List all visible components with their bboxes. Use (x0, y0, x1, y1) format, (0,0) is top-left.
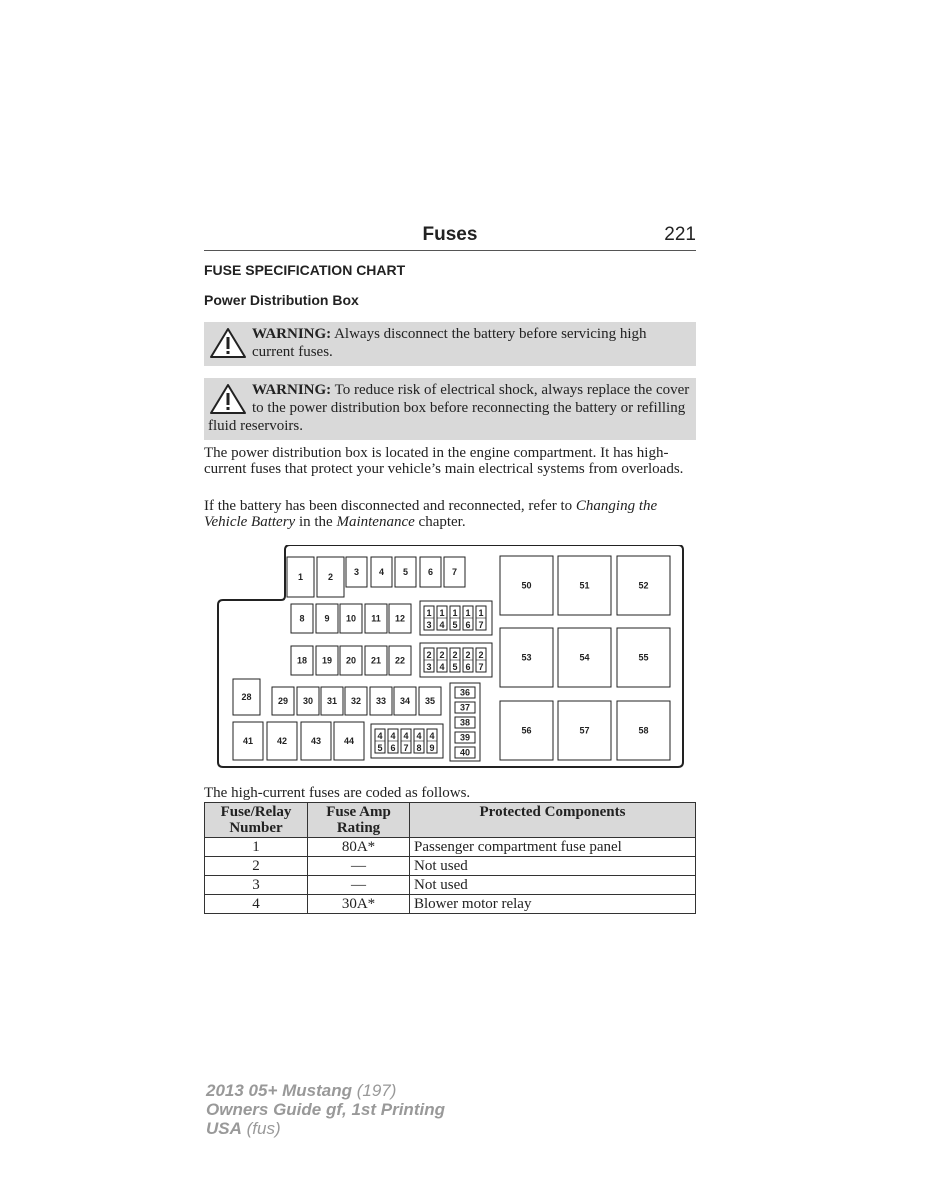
fuse-19-label: 19 (321, 655, 333, 666)
mini-fuse-digit: 1 (426, 608, 432, 618)
fuse-2-label: 2 (327, 572, 334, 582)
mini-fuse-digit: 4 (439, 662, 445, 672)
fuse-32-label: 32 (350, 696, 362, 706)
mini-fuse-digit: 1 (439, 608, 445, 618)
relay-55-label: 55 (638, 652, 649, 663)
footer-printing: Owners Guide gf, 1st Printing (206, 1100, 445, 1119)
fuse-40-label: 40 (459, 747, 471, 758)
amp-rating-cell: — (308, 876, 410, 895)
warning-text: Always disconnect the battery before servicing high current fuses. (252, 326, 647, 360)
mini-fuse-digit: 2 (465, 650, 471, 660)
components-cell: Passenger compartment fuse panel (410, 838, 696, 857)
mini-fuse-digit: 2 (426, 650, 432, 660)
paragraph-text: If the battery has been disconnected and reconnected, refer to (204, 498, 576, 514)
mini-fuse-digit: 3 (426, 620, 432, 630)
table-row (205, 895, 696, 914)
components-cell: Blower motor relay (410, 895, 696, 914)
fuse-38-label: 38 (459, 717, 471, 728)
mini-fuse-digit: 4 (439, 620, 445, 630)
fuse-28-label: 28 (241, 692, 252, 702)
mini-fuse-digit: 6 (390, 743, 396, 753)
warning-box-2 (204, 378, 696, 440)
mini-fuse-digit: 7 (478, 620, 484, 630)
battery-paragraph (204, 498, 696, 530)
fuse-29-label: 29 (277, 696, 289, 706)
mini-fuse-digit: 3 (426, 662, 432, 672)
fuse-number-cell: 1 (205, 838, 308, 857)
relay-54-label: 54 (579, 652, 590, 663)
mini-fuse-digit: 4 (429, 731, 435, 741)
fuse-36-label: 36 (459, 687, 471, 698)
relay-56-label: 56 (521, 725, 532, 736)
page-header (204, 224, 696, 251)
mini-fuse-digit: 2 (478, 650, 484, 660)
fuse-18-label: 18 (296, 655, 308, 666)
components-cell: Not used (410, 857, 696, 876)
relay-53-label: 53 (521, 652, 532, 663)
fuse-21-label: 21 (370, 655, 382, 666)
mini-fuse-digit: 2 (452, 650, 458, 660)
relay-50-label: 50 (521, 580, 532, 591)
mini-fuse-digit: 1 (478, 608, 484, 618)
footer-model: 2013 05+ Mustang (206, 1081, 352, 1100)
mini-fuse-digit: 1 (465, 608, 471, 618)
mini-fuse-digit: 6 (465, 620, 471, 630)
mini-fuse-digit: 2 (439, 650, 445, 660)
paragraph-text: chapter. (414, 514, 466, 530)
location-paragraph: The power distribution box is located in the engine compartment. It has high-current fuses that protect your vehicle’s main electrical systems from overloads. (204, 445, 684, 477)
mini-fuse-digit: 4 (390, 731, 396, 741)
mini-fuse-digit: 5 (452, 662, 458, 672)
table-row (205, 838, 696, 857)
battery-chapter-reference: Changing the Vehicle Battery (204, 498, 658, 530)
maintenance-chapter-reference: Maintenance (336, 514, 415, 530)
fuse-39-label: 39 (459, 732, 471, 743)
warning-box-1 (204, 322, 696, 366)
page-footer (206, 1081, 445, 1138)
warning-label: WARNING: (252, 326, 332, 342)
relay-51-label: 51 (579, 580, 590, 591)
column-header-rating: Fuse Amp Rating (308, 803, 410, 838)
fuse-44-label: 44 (343, 736, 355, 746)
fuse-31-label: 31 (326, 696, 338, 706)
fuse-43-label: 43 (310, 736, 322, 746)
table-row (205, 876, 696, 895)
chart-heading: FUSE SPECIFICATION CHART (204, 262, 406, 278)
fuse-number-cell: 4 (205, 895, 308, 914)
warning-text: To reduce risk of electrical shock, always replace the cover to the power distribution box before reconnecting the battery or refilling fluid reservoirs. (208, 382, 690, 434)
relay-57-label: 57 (579, 725, 590, 736)
warning-triangle-icon (208, 326, 248, 360)
mini-fuse-digit: 1 (452, 608, 458, 618)
fuse-spec-table (204, 802, 696, 914)
fuse-22-label: 22 (394, 655, 406, 666)
box-subheading: Power Distribution Box (204, 292, 359, 308)
relay-58-label: 58 (638, 725, 649, 736)
amp-rating-cell: — (308, 857, 410, 876)
warning-label: WARNING: (252, 382, 332, 398)
paragraph-text: in the (295, 514, 337, 530)
fuse-11-label: 11 (371, 613, 381, 624)
section-title: Fuses (422, 224, 478, 245)
mini-fuse-digit: 8 (416, 743, 422, 753)
mini-fuse-digit: 4 (416, 731, 422, 741)
fuse-9-label: 9 (324, 613, 330, 624)
fuse-4-label: 4 (378, 567, 385, 577)
fuse-7-label: 7 (451, 567, 458, 577)
relay-52-label: 52 (638, 580, 649, 591)
mini-fuse-digit: 5 (452, 620, 458, 630)
fuse-20-label: 20 (345, 655, 357, 666)
table-caption: The high-current fuses are coded as follows. (204, 785, 471, 801)
mini-fuse-digit: 9 (429, 743, 435, 753)
mini-fuse-digit: 7 (478, 662, 484, 672)
fuse-30-label: 30 (302, 696, 314, 706)
mini-fuse-digit: 7 (403, 743, 409, 753)
mini-fuse-digit: 4 (403, 731, 409, 741)
fuse-6-label: 6 (427, 567, 434, 577)
fuse-33-label: 33 (375, 696, 387, 706)
fuse-10-label: 10 (345, 613, 357, 624)
fuse-number-cell: 3 (205, 876, 308, 895)
fuse-41-label: 41 (242, 736, 254, 746)
fuse-12-label: 12 (394, 613, 406, 624)
mini-fuse-digit: 4 (377, 731, 383, 741)
footer-line-1 (206, 1081, 445, 1100)
fuse-34-label: 34 (399, 696, 411, 706)
footer-line-2 (206, 1100, 445, 1119)
footer-code: (197) (352, 1081, 397, 1100)
warning-triangle-icon (208, 382, 248, 416)
page-number: 221 (664, 224, 696, 245)
column-header-number: Fuse/Relay Number (205, 803, 308, 838)
fuse-box-diagram (217, 545, 684, 768)
components-cell: Not used (410, 876, 696, 895)
footer-line-3 (206, 1119, 445, 1138)
fuse-35-label: 35 (424, 696, 436, 706)
fuse-3-label: 3 (353, 567, 360, 577)
table-row (205, 857, 696, 876)
fuse-42-label: 42 (276, 736, 288, 746)
amp-rating-cell: 30A* (308, 895, 410, 914)
mini-fuse-digit: 5 (377, 743, 383, 753)
column-header-components: Protected Components (410, 803, 696, 838)
table-header-row (205, 803, 696, 838)
footer-region-code: (fus) (241, 1119, 281, 1138)
fuse-number-cell: 2 (205, 857, 308, 876)
fuse-8-label: 8 (299, 613, 305, 624)
mini-fuse-digit: 6 (465, 662, 471, 672)
fuse-1-label: 1 (297, 572, 304, 582)
amp-rating-cell: 80A* (308, 838, 410, 857)
fuse-5-label: 5 (402, 567, 409, 577)
footer-region: USA (206, 1119, 242, 1138)
fuse-37-label: 37 (459, 702, 471, 713)
